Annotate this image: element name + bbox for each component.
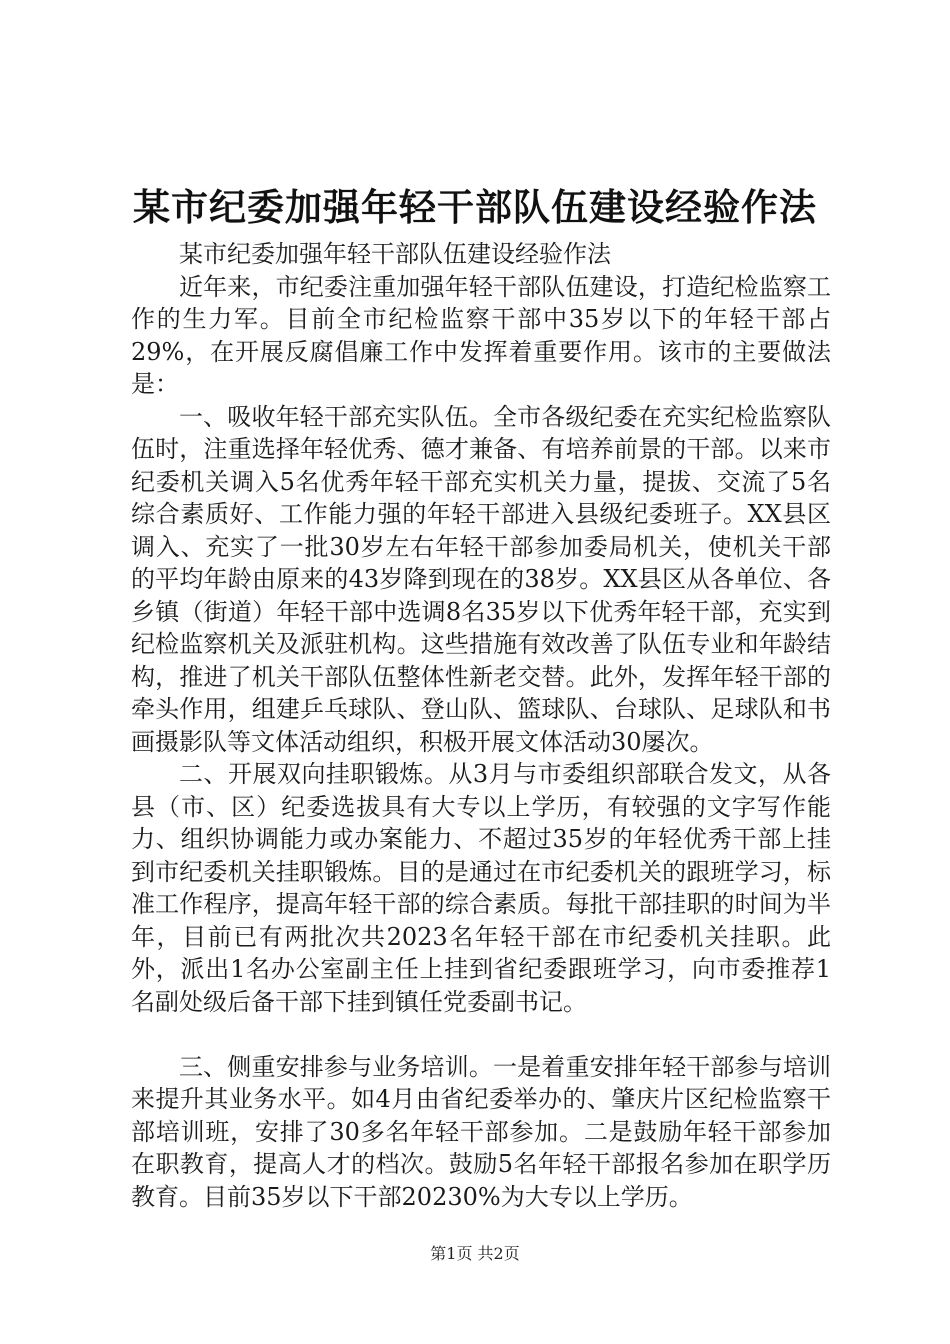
page-footer: 第1页 共2页: [430, 1244, 520, 1263]
paragraph-intro: 近年来，市纪委注重加强年轻干部队伍建设，打造纪检监察工作的生力军。目前全市纪检监察干部中35岁以下的年轻干部占29%，在开展反腐倡廉工作中发挥着重要作用。该市的主要做法是：: [131, 272, 831, 398]
paragraph-subtitle: 某市纪委加强年轻干部队伍建设经验作法: [179, 240, 611, 268]
document-title: 某市纪委加强年轻干部队伍建设经验作法: [133, 185, 817, 229]
paragraph-section-2: 二、开展双向挂职锻炼。从3月与市委组织部联合发文，从各县（市、区）纪委选拔具有大专以上学历，有较强的文字写作能力、组织协调能力或办案能力、不超过35岁的年轻优秀干部上挂到市纪委机关挂职锻炼。目的是通过在市纪委机关的跟班学习，标准工作程序，提高年轻干部的综合素质。每批干部挂职的时间为半年，目前已有两批次共2023名年轻干部在市纪委机关挂职。此外，派出1名办公室副主任上挂到省纪委跟班学习，向市委推荐1名副处级后备干部下挂到镇任党委副书记。: [131, 760, 831, 1016]
document-body: [131, 238, 831, 1213]
paragraph-section-3: 三、侧重安排参与业务培训。一是着重安排年轻干部参与培训来提升其业务水平。如4月由省纪委举办的、肇庆片区纪检监察干部培训班，安排了30多名年轻干部参加。二是鼓励年轻干部参加在职教育，提高人才的档次。鼓励5名年轻干部报名参加在职学历教育。目前35岁以下干部20230%为大专以上学历。: [131, 1052, 831, 1211]
paragraph-section-1: 一、吸收年轻干部充实队伍。全市各级纪委在充实纪检监察队伍时，注重选择年轻优秀、德才兼备、有培养前景的干部。以来市纪委机关调入5名优秀年轻干部充实机关力量，提拔、交流了5名综合素质好、工作能力强的年轻干部进入县级纪委班子。XX县区调入、充实了一批30岁左右年轻干部参加委局机关，使机关干部的平均年龄由原来的43岁降到现在的38岁。XX县区从各单位、各乡镇（街道）年轻干部中选调8名35岁以下优秀年轻干部，充实到纪检监察机关及派驻机构。这些措施有效改善了队伍专业和年龄结构，推进了机关干部队伍整体性新老交替。此外，发挥年轻干部的牵头作用，组建乒乓球队、登山队、篮球队、台球队、足球队和书画摄影队等文体活动组织，积极开展文体活动30屡次。: [131, 402, 831, 756]
